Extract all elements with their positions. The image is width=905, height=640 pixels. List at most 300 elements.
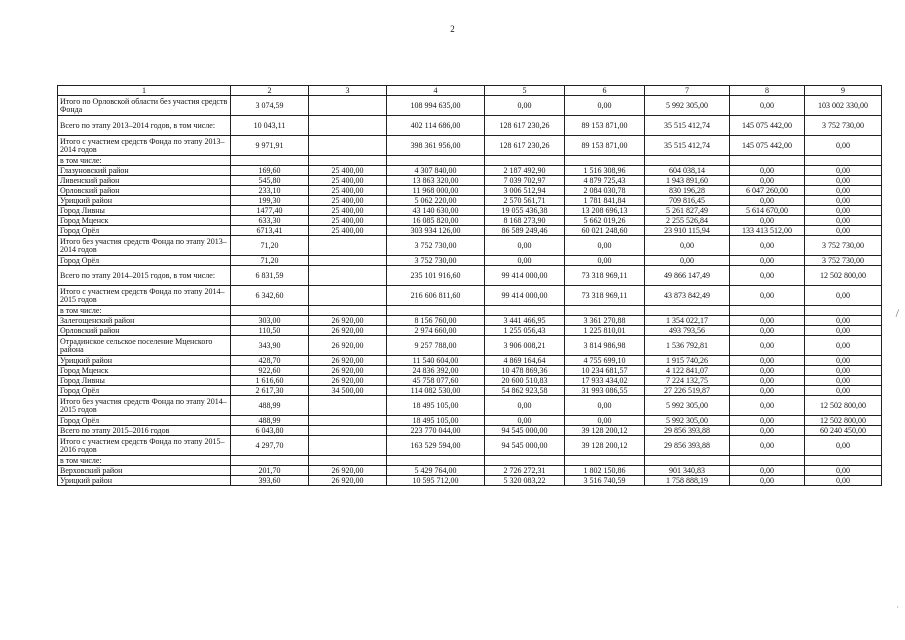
value-cell: 24 836 392,00 <box>387 366 485 376</box>
value-cell: 10 478 869,36 <box>485 366 565 376</box>
row-label-cell: Город Мценск <box>58 366 231 376</box>
value-cell: 25 400,00 <box>309 176 387 186</box>
value-cell: 0,00 <box>730 256 805 266</box>
value-cell: 0,00 <box>805 206 882 216</box>
value-cell: 7 039 702,97 <box>485 176 565 186</box>
value-cell <box>309 96 387 116</box>
table-row <box>58 426 882 436</box>
value-cell: 0,00 <box>485 396 565 416</box>
value-cell: 5 992 305,00 <box>645 396 730 416</box>
value-cell: 0,00 <box>805 216 882 226</box>
value-cell: 3 361 270,88 <box>565 316 645 326</box>
page-number: 2 <box>450 24 455 34</box>
value-cell: 11 968 000,00 <box>387 186 485 196</box>
value-cell: 5 992 305,00 <box>645 416 730 426</box>
value-cell: 39 128 200,12 <box>565 436 645 456</box>
value-cell <box>309 306 387 316</box>
table-row <box>58 166 882 176</box>
value-cell: 25 400,00 <box>309 206 387 216</box>
value-cell: 26 920,00 <box>309 316 387 326</box>
value-cell: 2 187 492,90 <box>485 166 565 176</box>
value-cell: 199,30 <box>231 196 309 206</box>
value-cell: 26 920,00 <box>309 476 387 486</box>
value-cell: 488,99 <box>231 416 309 426</box>
value-cell: 235 101 916,60 <box>387 266 485 286</box>
value-cell: 7 224 132,75 <box>645 376 730 386</box>
value-cell: 0,00 <box>805 356 882 366</box>
value-cell: 169,60 <box>231 166 309 176</box>
value-cell: 3 752 730,00 <box>805 256 882 266</box>
column-number: 1 <box>58 86 231 96</box>
table-row <box>58 306 882 316</box>
value-cell: 4 869 164,64 <box>485 356 565 366</box>
value-cell: 49 866 147,49 <box>645 266 730 286</box>
value-cell: 1 915 740,26 <box>645 356 730 366</box>
value-cell: 0,00 <box>730 386 805 396</box>
value-cell: 1 516 308,96 <box>565 166 645 176</box>
value-cell: 5 261 827,49 <box>645 206 730 216</box>
value-cell: 19 055 436,38 <box>485 206 565 216</box>
value-cell: 5 662 019,26 <box>565 216 645 226</box>
value-cell: 3 906 008,21 <box>485 336 565 356</box>
value-cell <box>565 306 645 316</box>
value-cell: 0,00 <box>805 476 882 486</box>
value-cell: 343,90 <box>231 336 309 356</box>
value-cell: 1 616,60 <box>231 376 309 386</box>
row-label-cell: Итого без участия средств Фонда по этапу 2014–2015 годов <box>58 396 231 416</box>
value-cell: 71,20 <box>231 256 309 266</box>
value-cell <box>231 306 309 316</box>
value-cell: 0,00 <box>805 136 882 156</box>
value-cell: 1 536 792,81 <box>645 336 730 356</box>
value-cell: 73 318 969,11 <box>565 286 645 306</box>
value-cell: 5 062 220,00 <box>387 196 485 206</box>
value-cell: 27 226 519,87 <box>645 386 730 396</box>
row-label-cell: Всего по этапу 2013–2014 годов, в том числе: <box>58 116 231 136</box>
value-cell <box>387 306 485 316</box>
table-row <box>58 376 882 386</box>
value-cell: 0,00 <box>805 336 882 356</box>
row-label-cell: Город Ливны <box>58 206 231 216</box>
value-cell: 428,70 <box>231 356 309 366</box>
scan-dot: · <box>896 603 899 612</box>
value-cell: 0,00 <box>730 326 805 336</box>
value-cell: 3 006 512,94 <box>485 186 565 196</box>
value-cell: 5 429 764,00 <box>387 466 485 476</box>
value-cell: 13 863 320,00 <box>387 176 485 186</box>
value-cell: 29 856 393,88 <box>645 426 730 436</box>
table-row <box>58 366 882 376</box>
value-cell: 31 993 086,55 <box>565 386 645 396</box>
table-row <box>58 256 882 266</box>
row-label-cell: Всего по этапу 2015–2016 годов <box>58 426 231 436</box>
column-number: 6 <box>565 86 645 96</box>
value-cell <box>231 156 309 166</box>
value-cell: 0,00 <box>805 326 882 336</box>
value-cell: 35 515 412,74 <box>645 136 730 156</box>
value-cell: 86 589 249,46 <box>485 226 565 236</box>
value-cell: 8 156 760,00 <box>387 316 485 326</box>
value-cell: 39 128 200,12 <box>565 426 645 436</box>
value-cell: 3 074,59 <box>231 96 309 116</box>
row-label-cell: в том числе: <box>58 456 231 466</box>
value-cell: 901 340,83 <box>645 466 730 476</box>
value-cell: 0,00 <box>565 256 645 266</box>
value-cell: 393,60 <box>231 476 309 486</box>
table-row <box>58 176 882 186</box>
value-cell: 71,20 <box>231 236 309 256</box>
value-cell <box>387 456 485 466</box>
value-cell <box>231 456 309 466</box>
value-cell: 3 814 986,98 <box>565 336 645 356</box>
value-cell: 26 920,00 <box>309 326 387 336</box>
value-cell: 633,30 <box>231 216 309 226</box>
table-row <box>58 336 882 356</box>
value-cell: 4 307 840,00 <box>387 166 485 176</box>
value-cell: 488,99 <box>231 396 309 416</box>
value-cell: 4 879 725,43 <box>565 176 645 186</box>
value-cell <box>309 426 387 436</box>
value-cell: 0,00 <box>730 366 805 376</box>
value-cell: 0,00 <box>805 466 882 476</box>
value-cell: 0,00 <box>730 96 805 116</box>
column-number-row <box>58 86 882 96</box>
row-label-cell: Итого с участием средств Фонда по этапу 2014–2015 годов <box>58 286 231 306</box>
table-row <box>58 136 882 156</box>
value-cell <box>309 266 387 286</box>
value-cell: 0,00 <box>805 376 882 386</box>
column-number: 3 <box>309 86 387 96</box>
value-cell: 0,00 <box>645 256 730 266</box>
value-cell: 89 153 871,00 <box>565 116 645 136</box>
value-cell <box>309 286 387 306</box>
value-cell: 9 257 788,00 <box>387 336 485 356</box>
value-cell: 99 414 000,00 <box>485 266 565 286</box>
value-cell <box>485 306 565 316</box>
value-cell: 18 495 105,00 <box>387 396 485 416</box>
row-label-cell: Отрадинское сельское поселение Мценского района <box>58 336 231 356</box>
row-label-cell: Итого с участием средств Фонда по этапу 2015–2016 годов <box>58 436 231 456</box>
value-cell: 0,00 <box>485 416 565 426</box>
row-label-cell: Урицкий район <box>58 196 231 206</box>
value-cell: 0,00 <box>805 366 882 376</box>
value-cell <box>805 156 882 166</box>
budget-table <box>57 85 882 486</box>
table-row <box>58 386 882 396</box>
value-cell: 6 043,80 <box>231 426 309 436</box>
value-cell: 0,00 <box>485 236 565 256</box>
value-cell <box>309 236 387 256</box>
value-cell: 2 084 030,78 <box>565 186 645 196</box>
value-cell: 5 992 305,00 <box>645 96 730 116</box>
value-cell <box>309 436 387 456</box>
value-cell: 8 168 273,90 <box>485 216 565 226</box>
value-cell: 0,00 <box>730 396 805 416</box>
value-cell <box>645 156 730 166</box>
table-row <box>58 266 882 286</box>
value-cell: 0,00 <box>805 316 882 326</box>
value-cell: 6 047 260,00 <box>730 186 805 196</box>
value-cell: 45 758 077,60 <box>387 376 485 386</box>
value-cell: 0,00 <box>730 216 805 226</box>
row-label-cell: Глазуновский район <box>58 166 231 176</box>
table-row <box>58 456 882 466</box>
value-cell: 303 934 126,00 <box>387 226 485 236</box>
value-cell: 4 122 841,07 <box>645 366 730 376</box>
value-cell: 1477,40 <box>231 206 309 216</box>
value-cell: 0,00 <box>730 176 805 186</box>
column-number: 9 <box>805 86 882 96</box>
value-cell: 3 441 466,95 <box>485 316 565 326</box>
value-cell: 4 755 699,10 <box>565 356 645 366</box>
value-cell: 0,00 <box>730 436 805 456</box>
value-cell: 26 920,00 <box>309 356 387 366</box>
value-cell: 0,00 <box>565 396 645 416</box>
value-cell: 35 515 412,74 <box>645 116 730 136</box>
value-cell: 133 413 512,00 <box>730 226 805 236</box>
table-row <box>58 236 882 256</box>
value-cell: 493 793,56 <box>645 326 730 336</box>
value-cell: 2 255 526,84 <box>645 216 730 226</box>
table-row <box>58 96 882 116</box>
value-cell: 303,00 <box>231 316 309 326</box>
value-cell: 1 943 891,60 <box>645 176 730 186</box>
column-number: 7 <box>645 86 730 96</box>
table-row <box>58 206 882 216</box>
value-cell <box>565 156 645 166</box>
value-cell <box>645 306 730 316</box>
table-row <box>58 186 882 196</box>
value-cell: 11 540 604,00 <box>387 356 485 366</box>
value-cell: 0,00 <box>730 476 805 486</box>
value-cell: 1 354 022,17 <box>645 316 730 326</box>
value-cell: 1 802 150,86 <box>565 466 645 476</box>
scan-mark: / <box>895 306 899 320</box>
row-label-cell: Город Орёл <box>58 386 231 396</box>
value-cell: 545,80 <box>231 176 309 186</box>
value-cell: 3 752 730,00 <box>805 116 882 136</box>
value-cell: 110,50 <box>231 326 309 336</box>
value-cell: 0,00 <box>730 376 805 386</box>
table-row <box>58 416 882 426</box>
value-cell: 12 502 800,00 <box>805 416 882 426</box>
table-row <box>58 196 882 206</box>
value-cell: 6 342,60 <box>231 286 309 306</box>
value-cell: 12 502 800,00 <box>805 396 882 416</box>
row-label-cell: Город Мценск <box>58 216 231 226</box>
value-cell: 34 500,00 <box>309 386 387 396</box>
value-cell: 10 043,11 <box>231 116 309 136</box>
value-cell: 114 082 530,00 <box>387 386 485 396</box>
value-cell <box>309 156 387 166</box>
table-row <box>58 116 882 136</box>
value-cell: 26 920,00 <box>309 366 387 376</box>
value-cell: 216 606 811,60 <box>387 286 485 306</box>
value-cell: 73 318 969,11 <box>565 266 645 286</box>
value-cell: 60 240 450,00 <box>805 426 882 436</box>
value-cell <box>309 136 387 156</box>
value-cell: 0,00 <box>730 356 805 366</box>
row-label-cell: Итого без участия средств Фонда по этапу 2013–2014 годов <box>58 236 231 256</box>
value-cell <box>805 456 882 466</box>
value-cell <box>485 456 565 466</box>
row-label-cell: Верховский район <box>58 466 231 476</box>
value-cell: 0,00 <box>730 236 805 256</box>
value-cell <box>309 116 387 136</box>
value-cell: 223 770 044,00 <box>387 426 485 436</box>
value-cell: 201,70 <box>231 466 309 476</box>
value-cell: 103 002 330,00 <box>805 96 882 116</box>
value-cell: 25 400,00 <box>309 186 387 196</box>
value-cell <box>645 456 730 466</box>
value-cell: 0,00 <box>805 436 882 456</box>
row-label-cell: Город Ливны <box>58 376 231 386</box>
value-cell: 16 085 820,00 <box>387 216 485 226</box>
column-number: 4 <box>387 86 485 96</box>
value-cell: 0,00 <box>565 236 645 256</box>
row-label-cell: в том числе: <box>58 156 231 166</box>
value-cell <box>730 306 805 316</box>
value-cell: 128 617 230,26 <box>485 116 565 136</box>
value-cell: 54 862 923,58 <box>485 386 565 396</box>
row-label-cell: Урицкий район <box>58 356 231 366</box>
table-row <box>58 476 882 486</box>
row-label-cell: Орловский район <box>58 326 231 336</box>
row-label-cell: Город Орёл <box>58 226 231 236</box>
value-cell: 9 971,91 <box>231 136 309 156</box>
table-row <box>58 466 882 476</box>
value-cell: 18 495 105,00 <box>387 416 485 426</box>
value-cell: 6713,41 <box>231 226 309 236</box>
value-cell: 0,00 <box>730 166 805 176</box>
value-cell: 0,00 <box>805 186 882 196</box>
value-cell: 0,00 <box>730 196 805 206</box>
value-cell <box>387 156 485 166</box>
row-label-cell: Урицкий район <box>58 476 231 486</box>
value-cell: 1 255 056,43 <box>485 326 565 336</box>
value-cell: 0,00 <box>730 266 805 286</box>
value-cell <box>730 156 805 166</box>
value-cell: 0,00 <box>805 226 882 236</box>
value-cell: 108 994 635,00 <box>387 96 485 116</box>
column-number: 8 <box>730 86 805 96</box>
value-cell: 0,00 <box>730 336 805 356</box>
value-cell <box>309 396 387 416</box>
value-cell: 3 516 740,59 <box>565 476 645 486</box>
value-cell: 0,00 <box>805 286 882 306</box>
table-row <box>58 156 882 166</box>
value-cell: 17 933 434,02 <box>565 376 645 386</box>
value-cell: 43 140 630,00 <box>387 206 485 216</box>
value-cell: 145 075 442,00 <box>730 116 805 136</box>
value-cell: 3 752 730,00 <box>387 236 485 256</box>
value-cell: 0,00 <box>730 466 805 476</box>
row-label-cell: Орловский район <box>58 186 231 196</box>
value-cell: 0,00 <box>485 256 565 266</box>
table-body <box>58 96 882 486</box>
value-cell: 145 075 442,00 <box>730 136 805 156</box>
value-cell: 604 038,14 <box>645 166 730 176</box>
column-number: 5 <box>485 86 565 96</box>
value-cell: 0,00 <box>805 386 882 396</box>
value-cell: 26 920,00 <box>309 466 387 476</box>
value-cell: 1 225 810,01 <box>565 326 645 336</box>
value-cell: 10 595 712,00 <box>387 476 485 486</box>
value-cell: 0,00 <box>730 316 805 326</box>
value-cell: 20 600 510,83 <box>485 376 565 386</box>
table-row <box>58 436 882 456</box>
value-cell: 60 021 248,60 <box>565 226 645 236</box>
value-cell: 5 320 083,22 <box>485 476 565 486</box>
value-cell: 23 910 115,94 <box>645 226 730 236</box>
table-row <box>58 316 882 326</box>
value-cell: 25 400,00 <box>309 196 387 206</box>
table-row <box>58 226 882 236</box>
table-row <box>58 286 882 306</box>
value-cell <box>730 456 805 466</box>
table-row <box>58 396 882 416</box>
row-label-cell: Город Орёл <box>58 256 231 266</box>
column-number: 2 <box>231 86 309 96</box>
value-cell: 233,10 <box>231 186 309 196</box>
value-cell: 2 570 561,71 <box>485 196 565 206</box>
value-cell: 0,00 <box>730 426 805 436</box>
value-cell: 3 752 730,00 <box>805 236 882 256</box>
value-cell: 25 400,00 <box>309 216 387 226</box>
value-cell: 2 974 660,00 <box>387 326 485 336</box>
value-cell: 0,00 <box>645 236 730 256</box>
value-cell: 0,00 <box>805 176 882 186</box>
value-cell: 398 361 956,00 <box>387 136 485 156</box>
value-cell: 89 153 871,00 <box>565 136 645 156</box>
value-cell: 830 196,28 <box>645 186 730 196</box>
value-cell: 26 920,00 <box>309 376 387 386</box>
value-cell: 0,00 <box>805 166 882 176</box>
value-cell: 13 208 696,13 <box>565 206 645 216</box>
value-cell: 0,00 <box>730 416 805 426</box>
value-cell: 0,00 <box>730 286 805 306</box>
value-cell: 4 297,70 <box>231 436 309 456</box>
table-row <box>58 216 882 226</box>
value-cell: 0,00 <box>565 416 645 426</box>
value-cell: 922,60 <box>231 366 309 376</box>
table-row <box>58 356 882 366</box>
value-cell <box>309 456 387 466</box>
value-cell <box>485 156 565 166</box>
value-cell: 99 414 000,00 <box>485 286 565 306</box>
value-cell: 1 758 888,19 <box>645 476 730 486</box>
value-cell <box>805 306 882 316</box>
row-label-cell: Всего по этапу 2014–2015 годов, в том числе: <box>58 266 231 286</box>
value-cell <box>309 416 387 426</box>
value-cell: 5 614 670,00 <box>730 206 805 216</box>
value-cell: 163 529 594,00 <box>387 436 485 456</box>
value-cell: 94 545 000,00 <box>485 436 565 456</box>
value-cell: 2 617,30 <box>231 386 309 396</box>
value-cell: 0,00 <box>565 96 645 116</box>
table-row <box>58 326 882 336</box>
row-label-cell: Итого по Орловской области без участия средств Фонда <box>58 96 231 116</box>
value-cell: 12 502 800,00 <box>805 266 882 286</box>
row-label-cell: Город Орёл <box>58 416 231 426</box>
value-cell: 1 781 841,84 <box>565 196 645 206</box>
row-label-cell: Залегощенский район <box>58 316 231 326</box>
value-cell: 25 400,00 <box>309 166 387 176</box>
value-cell: 94 545 000,00 <box>485 426 565 436</box>
value-cell: 402 114 686,00 <box>387 116 485 136</box>
value-cell <box>565 456 645 466</box>
value-cell: 6 831,59 <box>231 266 309 286</box>
